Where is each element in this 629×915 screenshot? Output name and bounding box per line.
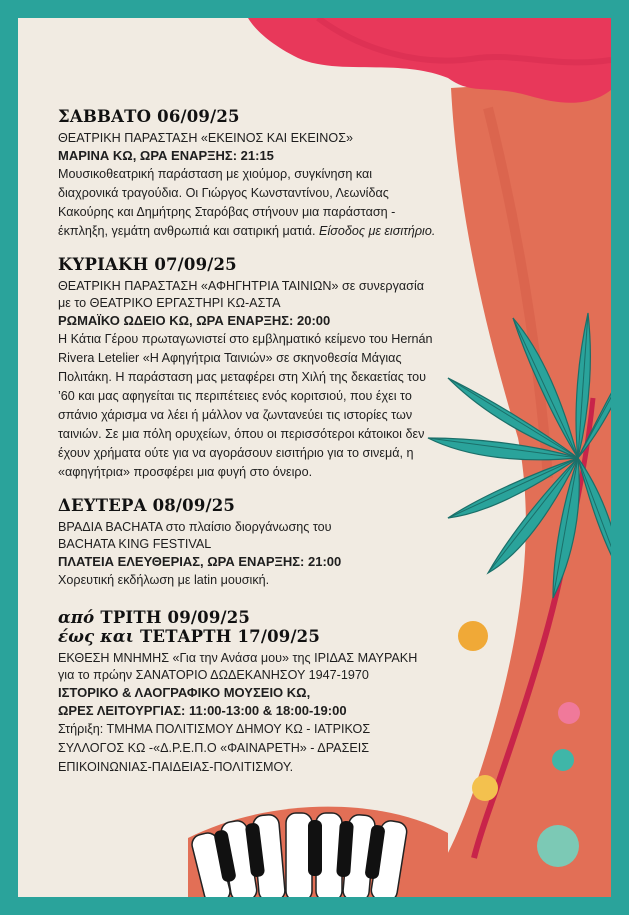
- day-prefix: έως και: [58, 627, 134, 646]
- event-day: ΣΑΒΒΑΤΟ 06/09/25: [58, 107, 240, 126]
- event-saturday: [58, 107, 438, 241]
- event-venue: ΜΑΡΙΝΑ ΚΩ, ΩΡΑ ΕΝΑΡΞΗΣ: 21:15: [58, 148, 274, 163]
- desc-line: [58, 222, 438, 241]
- event-list: [58, 107, 438, 788]
- event-title-line: ΘΕΑΤΡΙΚΗ ΠΑΡΑΣΤΑΣΗ «ΑΦΗΓΗΤΡΙΑ ΤΑΙΝΙΩΝ» σε συνεργασία: [58, 279, 425, 293]
- event-description: [58, 330, 438, 482]
- event-venue: ΠΛΑΤΕΙΑ ΕΛΕΥΘΕΡΙΑΣ, ΩΡΑ ΕΝΑΡΞΗΣ: 21:00: [58, 554, 342, 569]
- desc-line: Κακούρης και Δημήτρης Σταρόβας στήνουν μια παράσταση -: [58, 205, 396, 219]
- desc-line: Μουσικοθεατρική παράσταση με χιούμορ, συγκίνηση και: [58, 167, 373, 181]
- desc-line: έχουν χρήματα ούτε για να αγοράσουν εισιτήριο για το σινεμά, η: [58, 446, 414, 460]
- desc-line: Η Κάτια Γέρου πρωταγωνιστεί στο εμβληματικό κείμενο του Hernán: [58, 332, 433, 346]
- event-title-line: ΕΚΘΕΣΗ ΜΝΗΜΗΣ «Για την Ανάσα μου» της ΙΡΙΔΑΣ ΜΑΥΡΑΚΗ: [58, 651, 418, 665]
- day-prefix: από: [58, 608, 95, 627]
- dot-mint: [537, 825, 579, 867]
- dot-orange: [458, 621, 488, 651]
- support-line: ΕΠΙΚΟΙΝΩΝΙΑΣ-ΠΑΙΔΕΙΑΣ-ΠΟΛΙΤΙΣΜΟΥ.: [58, 760, 294, 774]
- desc-line: ’60 και μας αφηγείται τις περιπέτειες ενός κοριτσιού, που έχει το: [58, 389, 412, 403]
- desc-line: σπάνιο χάρισμα να λέει ή μάλλον να ζωντανεύει τις ιστορίες των: [58, 408, 413, 422]
- desc-text: έκπληξη, γεμάτη ανθρωπιά και σατιρική ματιά.: [58, 224, 316, 238]
- day-start: ΤΡΙΤΗ 09/09/25: [100, 608, 251, 627]
- event-venue: ΡΩΜΑΪΚΟ ΩΔΕΙΟ ΚΩ, ΩΡΑ ΕΝΑΡΞΗΣ: 20:00: [58, 313, 331, 328]
- event-description: [58, 165, 438, 241]
- event-hours-line: ΩΡΕΣ ΛΕΙΤΟΥΡΓΙΑΣ: 11:00-13:00 & 18:00-19:00: [58, 703, 347, 718]
- event-day: ΚΥΡΙΑΚΗ 07/09/25: [58, 255, 237, 274]
- accordion-keys-icon: [188, 807, 448, 897]
- desc-line: Πολιτάκη. Η παράσταση μας μεταφέρει στη Χιλή της δεκαετίας του: [58, 370, 426, 384]
- event-venue-line: ΙΣΤΟΡΙΚΟ & ΛΑΟΓΡΑΦΙΚΟ ΜΟΥΣΕΙΟ ΚΩ,: [58, 685, 311, 700]
- event-title-line: ΒΡΑΔΙΑ BACHATA στο πλαίσιο διοργάνωσης του: [58, 520, 332, 534]
- event-title-line: με το ΘΕΑΤΡΙΚΟ ΕΡΓΑΣΤΗΡΙ ΚΩ-ΑΣΤΑ: [58, 296, 281, 310]
- event-description: [58, 571, 438, 590]
- event-day: ΔΕΥΤΕΡΑ 08/09/25: [58, 496, 236, 515]
- support-line: ΣΥΛΛΟΓΟΣ ΚΩ -«Δ.Ρ.Ε.Π.Ο «ΦΑΙΝΑΡΕΤΗ» - ΔΡΑΣΕΙΣ: [58, 741, 370, 755]
- ticket-note: Είσοδος με εισιτήριο.: [319, 224, 436, 238]
- event-title-line: BACHATA KING FESTIVAL: [58, 537, 212, 551]
- day-end: ΤΕΤΑΡΤΗ 17/09/25: [139, 627, 321, 646]
- event-support: [58, 720, 438, 777]
- event-day-line: [58, 608, 438, 627]
- dot-yellow: [472, 775, 498, 801]
- event-monday: [58, 496, 438, 590]
- event-day-line: [58, 627, 438, 646]
- support-line: Στήριξη: ΤΜΗΜΑ ΠΟΛΙΤΙΣΜΟΥ ΔΗΜΟΥ ΚΩ - ΙΑΤΡΙΚΟΣ: [58, 722, 371, 736]
- desc-line: διαχρονικά τραγούδια. Οι Γιώργος Κωνσταντίνου, Λεωνίδας: [58, 186, 389, 200]
- dot-pink: [558, 702, 580, 724]
- event-title: ΘΕΑΤΡΙΚΗ ΠΑΡΑΣΤΑΣΗ «ΕΚΕΙΝΟΣ ΚΑΙ ΕΚΕΙΝΟΣ»: [58, 131, 353, 145]
- event-sunday: [58, 255, 438, 482]
- event-exhibition: [58, 608, 438, 777]
- desc-line: «αφηγήτρια» προσφέρει μια φυγή στο όνειρο.: [58, 465, 313, 479]
- event-title-line: για το πρώην ΣΑΝΑΤΟΡΙΟ ΔΩΔΕΚΑΝΗΣΟΥ 1947-1970: [58, 668, 369, 682]
- desc-line: ταινιών. Σε μια πόλη ορυχείων, όπου οι περισσότεροι κάτοικοι δεν: [58, 427, 425, 441]
- dot-teal: [552, 749, 574, 771]
- desc-line: Rivera Letelier «Η Αφηγήτρια Ταινιών» σε σκηνοθεσία Μάγιας: [58, 351, 402, 365]
- desc-line: Χορευτική εκδήλωση με latin μουσική.: [58, 573, 270, 587]
